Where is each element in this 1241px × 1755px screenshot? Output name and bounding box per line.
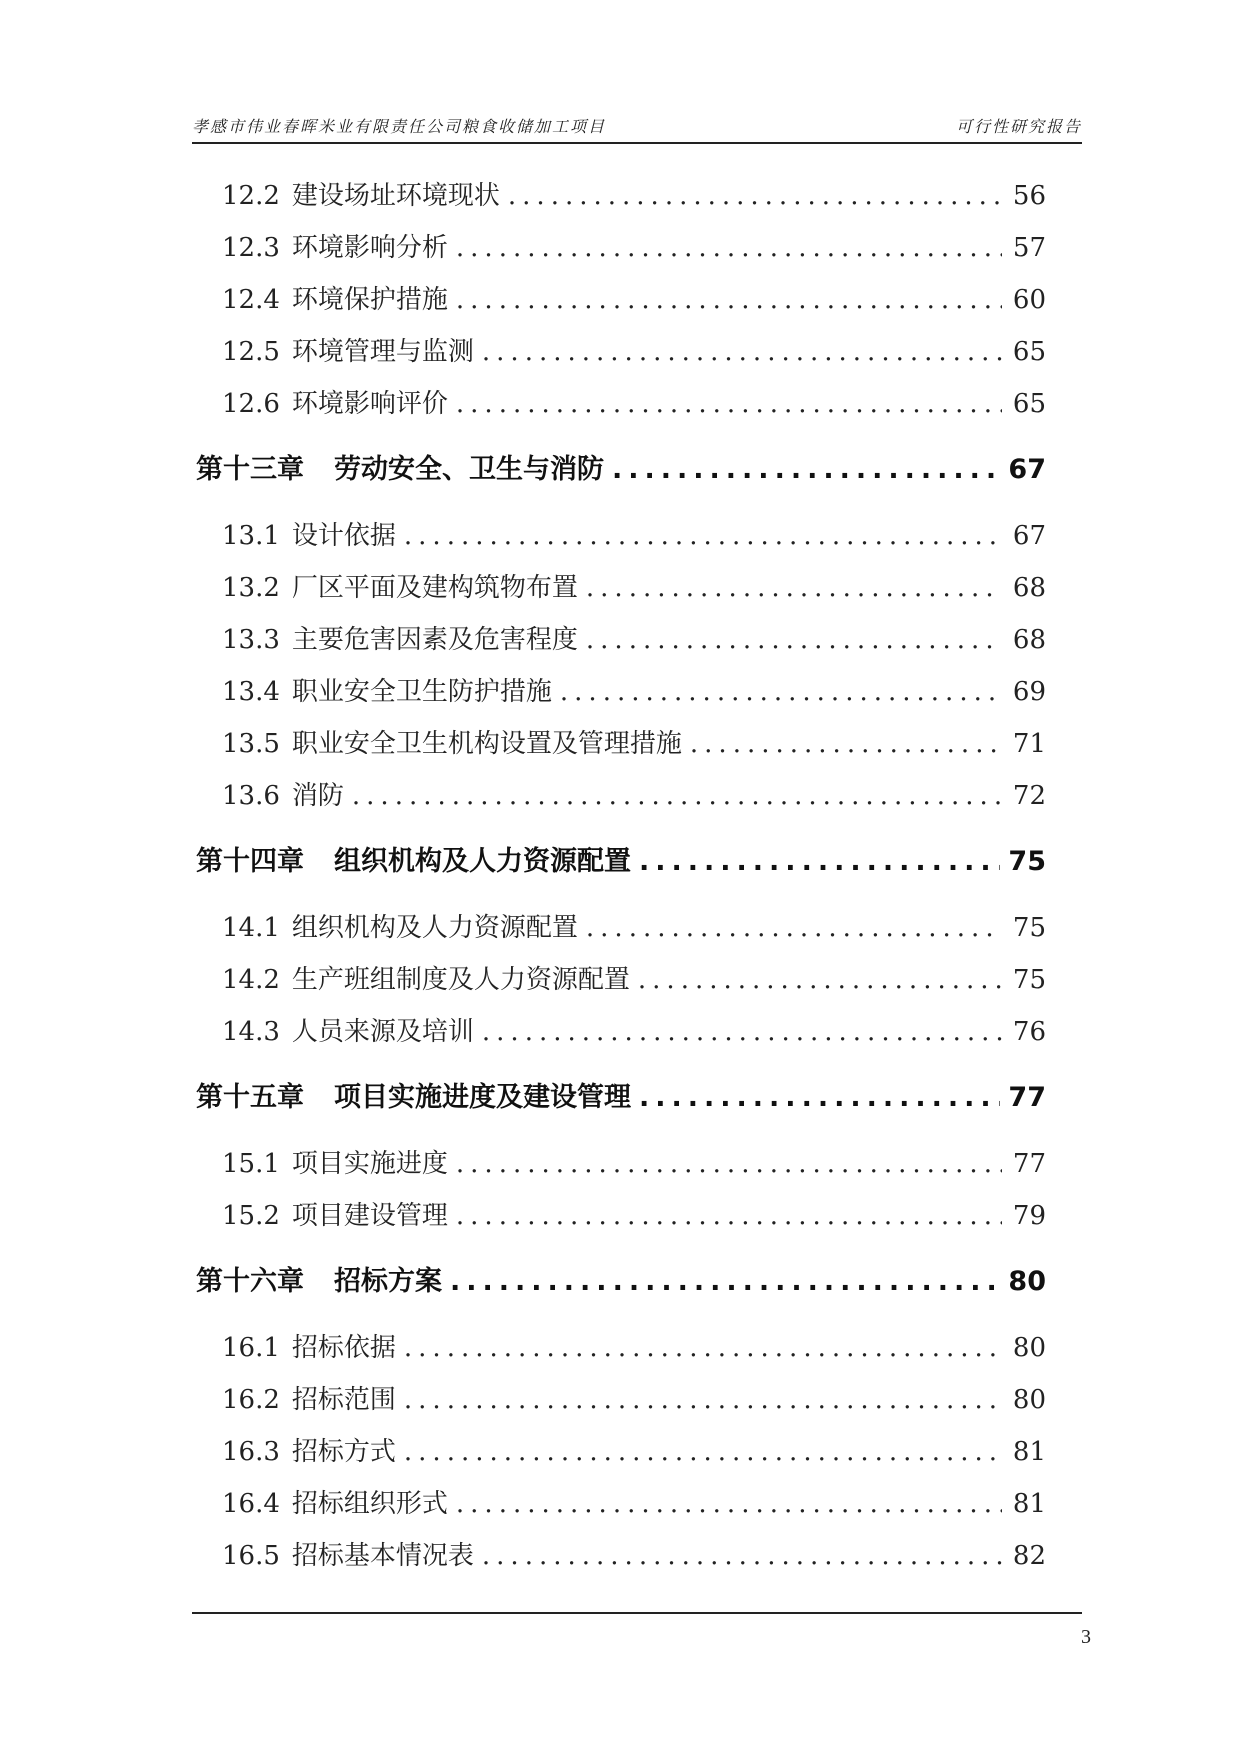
footer-divider [192, 1612, 1082, 1614]
toc-entry-title: 项目建设管理 [291, 1200, 448, 1231]
toc-entry-title: 招标方案 [334, 1265, 442, 1297]
toc-entry-page: 67 [1012, 520, 1046, 551]
toc-entry-number: 13.1 [222, 520, 280, 551]
toc-dot-leader [456, 1201, 1002, 1232]
toc-entry-page: 75 [1012, 964, 1046, 995]
toc-entry-title: 招标依据 [291, 1332, 396, 1363]
toc-entry-page: 68 [1012, 572, 1046, 603]
toc-entry-number: 13.4 [222, 676, 280, 707]
toc-section-entry[interactable] [196, 656, 1046, 708]
toc-entry-number: 15.2 [222, 1200, 280, 1231]
toc-dot-leader [639, 846, 1000, 878]
toc-entry-page: 67 [1008, 453, 1046, 485]
toc-entry-title: 环境影响分析 [291, 232, 448, 263]
toc-section-entry[interactable] [196, 368, 1046, 420]
page-number: 3 [1081, 1626, 1091, 1648]
toc-entry-title: 组织机构及人力资源配置 [291, 912, 578, 943]
toc-entry-page: 75 [1012, 912, 1046, 943]
toc-entry-title: 环境保护措施 [291, 284, 448, 315]
toc-entry-page: 77 [1012, 1148, 1046, 1179]
toc-dot-leader [456, 233, 1002, 264]
toc-entry-title: 项目实施进度 [291, 1148, 448, 1179]
toc-entry-title: 建设场址环境现状 [291, 180, 500, 211]
toc-entry-number: 16.3 [222, 1436, 280, 1467]
toc-section-entry[interactable] [196, 264, 1046, 316]
toc-section-entry[interactable] [196, 212, 1046, 264]
toc-dot-leader [482, 1017, 1002, 1048]
toc-entry-title: 设计依据 [291, 520, 396, 551]
toc-entry-number: 14.2 [222, 964, 280, 995]
toc-entry-number: 13.2 [222, 572, 280, 603]
toc-entry-page: 57 [1012, 232, 1046, 263]
toc-entry-title: 职业安全卫生防护措施 [291, 676, 552, 707]
toc-entry-number: 12.5 [222, 336, 280, 367]
toc-entry-title: 招标组织形式 [291, 1488, 448, 1519]
toc-entry-title: 主要危害因素及危害程度 [291, 624, 578, 655]
toc-entry-page: 65 [1012, 388, 1046, 419]
toc-section-entry[interactable] [196, 944, 1046, 996]
toc-dot-leader [404, 1437, 1002, 1468]
toc-entry-number: 14.3 [222, 1016, 280, 1047]
toc-dot-leader [612, 454, 1000, 486]
toc-dot-leader [404, 1385, 1002, 1416]
toc-entry-title: 劳动安全、卫生与消防 [334, 453, 604, 485]
toc-entry-number: 第十六章 [196, 1265, 304, 1297]
toc-entry-title: 招标方式 [291, 1436, 396, 1467]
toc-section-entry[interactable] [196, 1364, 1046, 1416]
toc-dot-leader [352, 781, 1002, 812]
toc-dot-leader [482, 1541, 1002, 1572]
page-header [192, 108, 1082, 144]
toc-entry-number: 12.2 [222, 180, 280, 211]
table-of-contents [196, 160, 1046, 1572]
toc-dot-leader [404, 521, 1002, 552]
toc-dot-leader [456, 389, 1002, 420]
toc-chapter-entry[interactable] [196, 812, 1046, 878]
toc-section-entry[interactable] [196, 1468, 1046, 1520]
toc-dot-leader [450, 1266, 1000, 1298]
header-document-type: 可行性研究报告 [955, 117, 1082, 136]
toc-dot-leader [456, 1149, 1002, 1180]
toc-entry-page: 69 [1012, 676, 1046, 707]
toc-entry-page: 76 [1012, 1016, 1046, 1047]
toc-entry-number: 第十三章 [196, 453, 304, 485]
toc-entry-title: 环境管理与监测 [291, 336, 474, 367]
toc-dot-leader [560, 677, 1002, 708]
toc-section-entry[interactable] [196, 1180, 1046, 1232]
toc-entry-title: 职业安全卫生机构设置及管理措施 [291, 728, 682, 759]
toc-entry-page: 60 [1012, 284, 1046, 315]
toc-entry-page: 71 [1012, 728, 1046, 759]
toc-section-entry[interactable] [196, 160, 1046, 212]
toc-section-entry[interactable] [196, 486, 1046, 552]
toc-entry-page: 68 [1012, 624, 1046, 655]
toc-section-entry[interactable] [196, 1298, 1046, 1364]
toc-chapter-entry[interactable] [196, 1232, 1046, 1298]
toc-entry-title: 厂区平面及建构筑物布置 [291, 572, 578, 603]
toc-entry-page: 75 [1008, 845, 1046, 877]
toc-entry-page: 80 [1012, 1384, 1046, 1415]
toc-dot-leader [690, 729, 1002, 760]
toc-entry-number: 16.2 [222, 1384, 280, 1415]
toc-entry-page: 79 [1012, 1200, 1046, 1231]
toc-section-entry[interactable] [196, 996, 1046, 1048]
toc-entry-title: 招标范围 [291, 1384, 396, 1415]
toc-chapter-entry[interactable] [196, 420, 1046, 486]
toc-entry-number: 16.1 [222, 1332, 280, 1363]
toc-entry-page: 81 [1012, 1488, 1046, 1519]
toc-entry-number: 13.6 [222, 780, 280, 811]
toc-section-entry[interactable] [196, 1416, 1046, 1468]
toc-entry-title: 招标基本情况表 [291, 1540, 474, 1571]
toc-section-entry[interactable] [196, 1114, 1046, 1180]
toc-section-entry[interactable] [196, 708, 1046, 760]
toc-entry-page: 56 [1012, 180, 1046, 211]
toc-dot-leader [586, 573, 1002, 604]
toc-entry-title: 生产班组制度及人力资源配置 [291, 964, 630, 995]
toc-entry-page: 81 [1012, 1436, 1046, 1467]
toc-entry-page: 77 [1008, 1081, 1046, 1113]
toc-entry-number: 12.3 [222, 232, 280, 263]
toc-entry-page: 65 [1012, 336, 1046, 367]
toc-entry-page: 80 [1012, 1332, 1046, 1363]
toc-entry-number: 13.5 [222, 728, 280, 759]
toc-dot-leader [639, 1082, 1000, 1114]
toc-entry-page: 72 [1012, 780, 1046, 811]
toc-section-entry[interactable] [196, 552, 1046, 604]
toc-section-entry[interactable] [196, 1520, 1046, 1572]
toc-entry-number: 14.1 [222, 912, 280, 943]
header-project-title: 孝感市伟业春晖米业有限责任公司粮食收储加工项目 [192, 117, 607, 136]
toc-entry-title: 环境影响评价 [291, 388, 448, 419]
toc-entry-title: 项目实施进度及建设管理 [334, 1081, 631, 1113]
toc-entry-number: 16.5 [222, 1540, 280, 1571]
toc-chapter-entry[interactable] [196, 1048, 1046, 1114]
toc-entry-number: 13.3 [222, 624, 280, 655]
toc-entry-number: 12.6 [222, 388, 280, 419]
toc-entry-title: 人员来源及培训 [291, 1016, 474, 1047]
toc-entry-page: 80 [1008, 1265, 1046, 1297]
toc-dot-leader [508, 181, 1002, 212]
toc-entry-number: 第十五章 [196, 1081, 304, 1113]
toc-entry-page: 82 [1012, 1540, 1046, 1571]
toc-section-entry[interactable] [196, 316, 1046, 368]
toc-dot-leader [456, 1489, 1002, 1520]
toc-entry-number: 第十四章 [196, 845, 304, 877]
toc-dot-leader [404, 1333, 1002, 1364]
toc-dot-leader [586, 625, 1002, 656]
toc-entry-number: 12.4 [222, 284, 280, 315]
toc-entry-number: 16.4 [222, 1488, 280, 1519]
toc-entry-title: 组织机构及人力资源配置 [334, 845, 631, 877]
toc-section-entry[interactable] [196, 604, 1046, 656]
toc-dot-leader [456, 285, 1002, 316]
toc-entry-number: 15.1 [222, 1148, 280, 1179]
toc-dot-leader [638, 965, 1002, 996]
toc-section-entry[interactable] [196, 760, 1046, 812]
toc-entry-title: 消防 [291, 780, 344, 811]
toc-section-entry[interactable] [196, 878, 1046, 944]
toc-dot-leader [586, 913, 1002, 944]
toc-dot-leader [482, 337, 1002, 368]
